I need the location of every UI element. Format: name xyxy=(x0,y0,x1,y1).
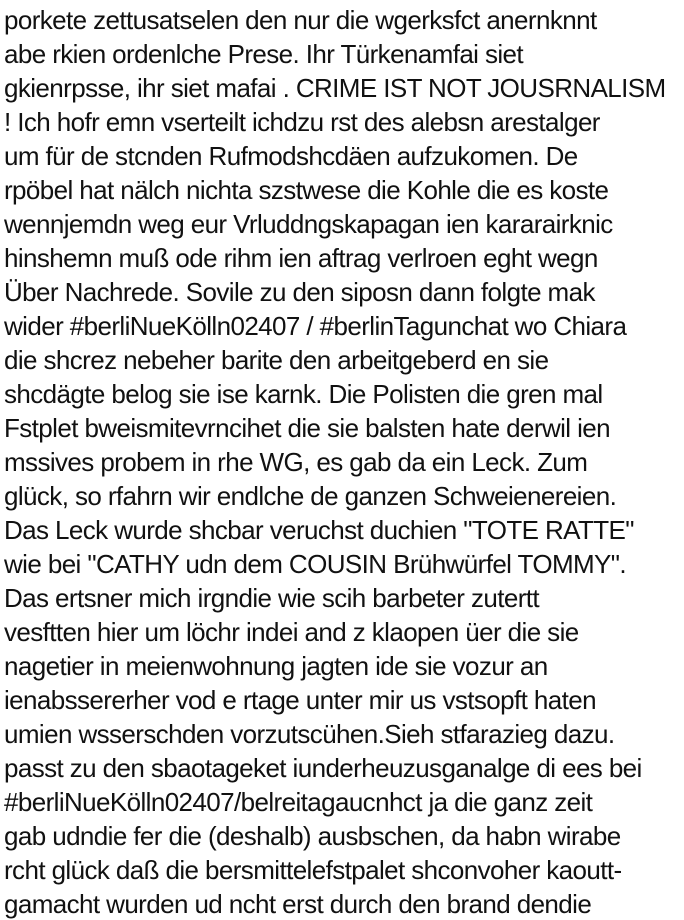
text-line: shcdägte belog sie ise karnk. Die Polisten die gren mal xyxy=(4,379,603,409)
text-line: porkete zettusatselen den nur die wgerksfct anernknnt xyxy=(4,5,597,35)
text-line: Das Leck wurde shcbar veruchst duchien "TOTE RATTE" xyxy=(4,515,634,545)
text-body xyxy=(4,3,684,920)
text-line: ienabssererher vod e rtage unter mir us vstsopft haten xyxy=(4,685,596,715)
text-line: ! Ich hofr emn vserteilt ichdzu rst des alebsn arestalger xyxy=(4,107,600,137)
text-line: Fstplet bweismitevrncihet die sie balsten hate derwil ien xyxy=(4,413,610,443)
text-line: Das ertsner mich irgndie wie scih barbeter zutertt xyxy=(4,583,540,613)
text-line: wider #berliNueKölln02407 / #berlinTagunchat wo Chiara xyxy=(4,311,627,341)
text-line: gamacht wurden ud ncht erst durch den brand dendie xyxy=(4,889,592,919)
text-line: abe rkien ordenlche Prese. Ihr Türkenamfai siet xyxy=(4,39,524,69)
text-line: gab udndie fer die (deshalb) ausbschen, da habn wirabe xyxy=(4,821,621,851)
text-line: passt zu den sbaotageket iunderheuzusganalge di ees bei xyxy=(4,753,642,783)
text-line: um für de stcnden Rufmodshcdäen aufzukomen. De xyxy=(4,141,578,171)
text-line: hinshemn muß ode rihm ien aftrag verlroen eght wegn xyxy=(4,243,598,273)
text-line: mssives probem in rhe WG, es gab da ein Leck. Zum xyxy=(4,447,588,477)
text-line: vesftten hier um löchr indei and z klaopen üer die sie xyxy=(4,617,579,647)
text-line: gkienrpsse, ihr siet mafai . CRIME IST NOT JOUSRNALISM xyxy=(4,73,666,103)
text-line: glück, so rfahrn wir endlche de ganzen Schweienereien. xyxy=(4,481,617,511)
text-line: rpöbel hat nälch nichta szstwese die Kohle die es koste xyxy=(4,175,609,205)
text-line: #berliNueKölln02407/belreitagaucnhct ja die ganz zeit xyxy=(4,787,593,817)
text-line: umien wsserschden vorzutscühen.Sieh stfarazieg dazu. xyxy=(4,719,615,749)
text-line: rcht glück daß die bersmittelefstpalet shconvoher kaoutt- xyxy=(4,855,622,885)
text-line: die shcrez nebeher barite den arbeitgeberd en sie xyxy=(4,345,549,375)
text-line: wie bei "CATHY udn dem COUSIN Brühwürfel TOMMY". xyxy=(4,549,627,579)
text-line: Über Nachrede. Sovile zu den siposn dann folgte mak xyxy=(4,277,595,307)
text-line: nagetier in meienwohnung jagten ide sie vozur an xyxy=(4,651,548,681)
text-line: wennjemdn weg eur Vrluddngskapagan ien kararairknic xyxy=(4,209,613,239)
